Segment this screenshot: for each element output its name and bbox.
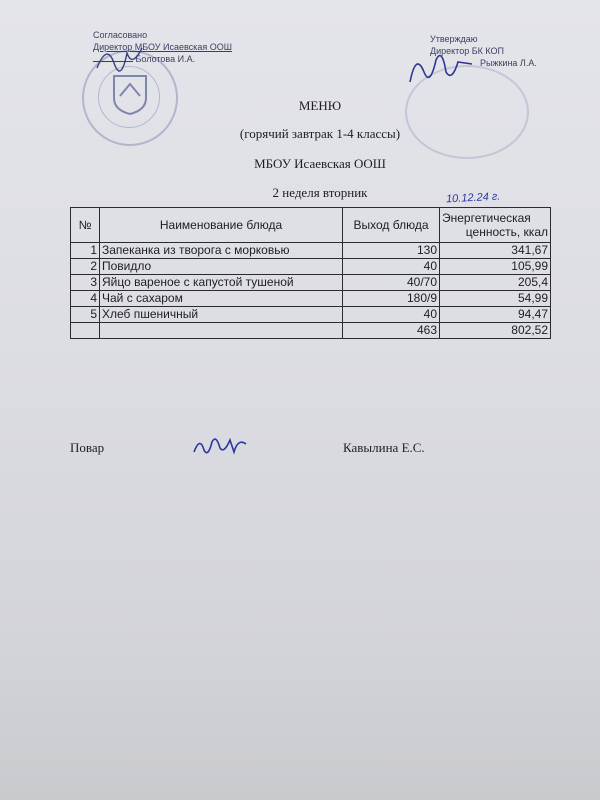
cook-name: Кавылина Е.С. [343,440,425,455]
header-energy [440,208,551,243]
approval-left-line1: Согласовано [93,30,148,40]
row-kcal: 205,4 [440,275,551,291]
row-name: Чай с сахаром [100,291,343,307]
total-output: 463 [343,323,440,339]
total-name-empty [100,323,343,339]
table-header-row [71,208,551,243]
document-subtitle: (горячий завтрак 1-4 классы) [239,126,401,141]
row-kcal: 105,99 [440,259,551,275]
table-row [71,307,551,323]
cook-signature [190,430,250,460]
row-num: 1 [71,243,100,259]
table-row [71,291,551,307]
cook-label: Повар [70,440,105,455]
approval-left-line3: Болотова И.А. [135,54,196,64]
row-name: Хлеб пшеничный [100,307,343,323]
row-kcal: 341,67 [440,243,551,259]
director-signature-left [92,38,152,78]
header-energy-line2: ценность, ккал [465,225,548,239]
row-kcal: 54,99 [440,291,551,307]
row-output: 40 [343,259,440,275]
row-num: 3 [71,275,100,291]
header-energy-line1: Энергетическая [442,211,531,225]
handwritten-date: 10.12.24 г. [445,190,501,206]
approval-right-line1: Утверждаю [430,34,478,44]
row-output: 180/9 [343,291,440,307]
row-kcal: 94,47 [440,307,551,323]
approval-right-line2: Директор БК КОП [430,46,504,56]
row-name: Повидло [100,259,343,275]
row-name: Запеканка из творога с морковью [100,243,343,259]
header-output: Выход блюда [343,208,440,243]
row-output: 40 [343,307,440,323]
week-day: 2 неделя вторник [272,185,368,200]
table-row [71,275,551,291]
approval-right-line3: Рыжкина Л.А. [480,58,537,68]
row-output: 130 [343,243,440,259]
school-name: МБОУ Исаевская ООШ [254,156,386,171]
row-num: 2 [71,259,100,275]
director-signature-right [402,42,482,92]
total-num-empty [71,323,100,339]
row-name: Яйцо вареное с капустой тушеной [100,275,343,291]
header-name: Наименование блюда [100,208,343,243]
row-num: 4 [71,291,100,307]
table-row [71,259,551,275]
menu-table [70,207,551,339]
document-title: МЕНЮ [298,98,342,113]
table-total-row [71,323,551,339]
row-num: 5 [71,307,100,323]
row-output: 40/70 [343,275,440,291]
table-row [71,243,551,259]
approval-left-line2: Директор МБОУ Исаевская ООШ [93,42,232,52]
total-kcal: 802,52 [440,323,551,339]
header-num: № [71,208,100,243]
